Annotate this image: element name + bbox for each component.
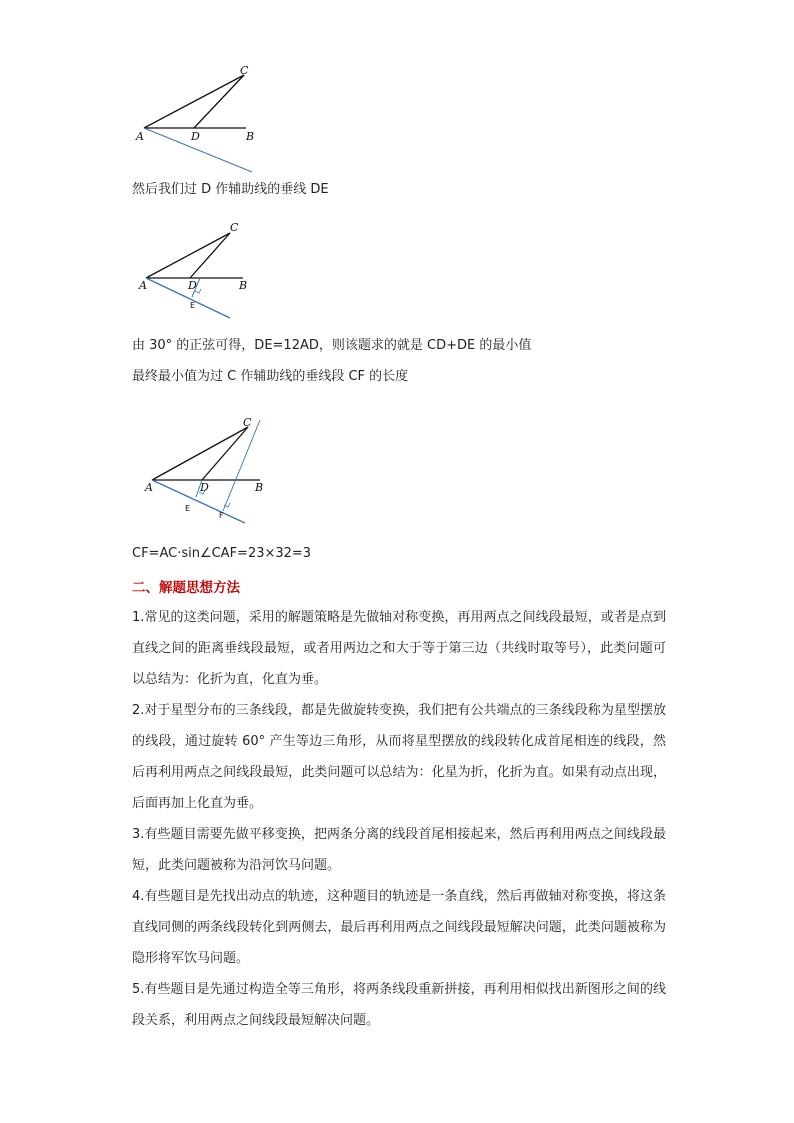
segment-dc [190,233,230,278]
figure-2-diagram [130,215,260,325]
label-d: D [191,130,200,143]
label-b: B [255,481,264,494]
segment-ac [152,427,248,480]
figure-1-svg [130,60,270,180]
label-c: C [230,221,239,234]
auxiliary-ray [152,480,245,523]
figure-1-diagram [130,60,270,180]
label-a: A [136,130,144,143]
section-heading: 二、解题思想方法 [132,580,240,596]
method-item-1: 1.常见的这类问题，采用的解题策略是先做轴对称变换，再用两点之间线段最短，或者是点到直线之间的距离垂线段最短，或者用两边之和大于等于第三边（共线时取等号），此类问题可以总结为：化折为直，化直为垂。 [132,610,666,687]
label-c: C [243,416,252,429]
segment-dc [202,427,248,480]
method-item-3: 3.有些题目需要先做平移变换，把两条分离的线段首尾相接起来，然后再利用两点之间线段最短，此类问题被称为沿河饮马问题。 [132,827,666,873]
figure-3-svg [130,410,280,535]
label-d: D [200,481,209,494]
figure-3-diagram [130,410,280,535]
label-b: B [239,279,248,292]
figure-2-svg [130,215,260,325]
text-line-4: CF=AC·sin∠CAF=23×32=3 [132,546,312,561]
label-c: C [240,64,249,77]
text-line-2: 由 30° 的正弦可得，DE=12AD，则该题求的就是 CD+DE 的最小值 [132,338,532,353]
label-d: D [188,279,197,292]
method-item-5: 5.有些题目是先通过构造全等三角形，将两条线段重新拼接，再利用相似找出新图形之间的线段关系，利用两点之间线段最短解决问题。 [132,982,666,1028]
label-a: A [145,481,153,494]
segment-ac [144,75,244,128]
text-line-3: 最终最小值为过 C 作辅助线的垂线段 CF 的长度 [132,369,409,384]
label-e: E [190,301,196,310]
method-item-2: 2.对于星型分布的三条线段，都是先做旋转变换，我们把有公共端点的三条线段称为星型摆放的线段，通过旋转 60° 产生等边三角形，从而将星型摆放的线段转化成首尾相连的线段，然后再利用两点之间线段最短，此类问题可以总结为：化星为折，化折为直。如果有动点出现，后面再加上化直为垂。 [132,703,666,811]
text-line-1: 然后我们过 D 作辅助线的垂线 DE [132,182,329,197]
label-f: F [219,511,224,520]
method-item-4: 4.有些题目是先找出动点的轨迹，这种题目的轨迹是一条直线，然后再做轴对称变换，将这条直线同侧的两条线段转化到两侧去，最后再利用两点之间线段最短解决问题，此类问题被称为隐形将军饮马问题。 [132,889,666,966]
segment-dc [194,75,244,128]
label-e: E [185,504,191,513]
label-a: A [139,279,147,292]
label-b: B [246,130,255,143]
segment-ac [146,233,230,278]
